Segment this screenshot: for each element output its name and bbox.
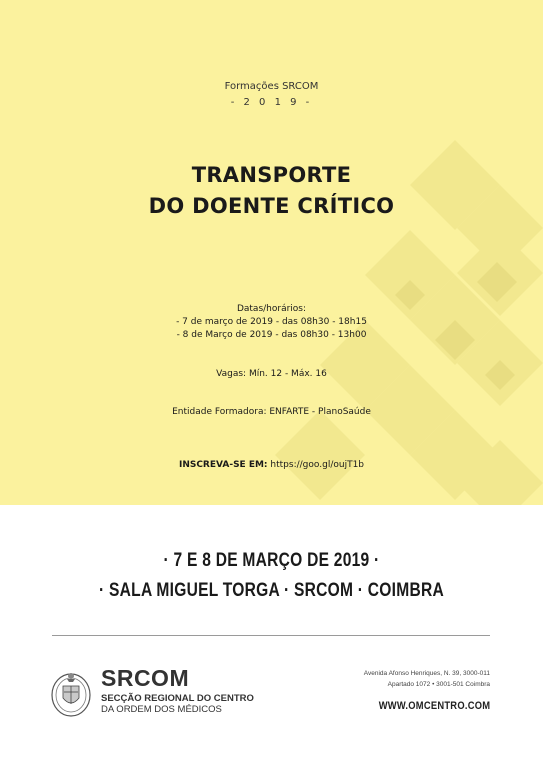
website-link[interactable]: WWW.OMCENTRO.COM (378, 700, 490, 712)
year-label: - 2 0 1 9 - (230, 97, 313, 108)
course-title-line2: DO DOENTE CRÍTICO (148, 194, 395, 218)
organization-subtitle-2: DA ORDEM DOS MÉDICOS (101, 704, 222, 715)
date-line-2: - 8 de Março de 2019 - das 08h30 - 13h00 (176, 330, 367, 340)
course-title-line1: TRANSPORTE (191, 163, 352, 187)
training-entity-text: Entidade Formadora: ENFARTE - PlanoSaúde (172, 407, 371, 417)
vacancies-text: Vagas: Mín. 12 - Máx. 16 (216, 369, 327, 379)
order-emblem-icon (50, 668, 92, 718)
footer-divider (52, 635, 490, 636)
dates-heading: Datas/horários: (236, 304, 307, 314)
course-title (0, 160, 543, 222)
event-venue-line: · SALA MIGUEL TORGA · SRCOM · COIMBRA (99, 580, 444, 601)
registration-text (0, 460, 543, 470)
address-line-1: Avenida Afonso Henriques, N. 39, 3000-011 (363, 670, 490, 677)
address-line-2: Apartado 1072 • 3001-501 Coimbra (387, 681, 490, 688)
registration-label: INSCREVA-SE EM: (178, 460, 268, 470)
date-line-1: - 7 de março de 2019 - das 08h30 - 18h15 (176, 317, 367, 327)
address-block (364, 668, 490, 690)
organization-name: SRCOM (101, 665, 190, 691)
series-label: Formações SRCOM (224, 81, 319, 92)
organization-subtitle-1: SECÇÃO REGIONAL DO CENTRO (101, 693, 254, 704)
organization-block (101, 665, 254, 715)
registration-link[interactable]: https://goo.gl/oujT1b (270, 460, 365, 470)
event-date-line: · 7 E 8 DE MARÇO DE 2019 · (163, 550, 380, 571)
